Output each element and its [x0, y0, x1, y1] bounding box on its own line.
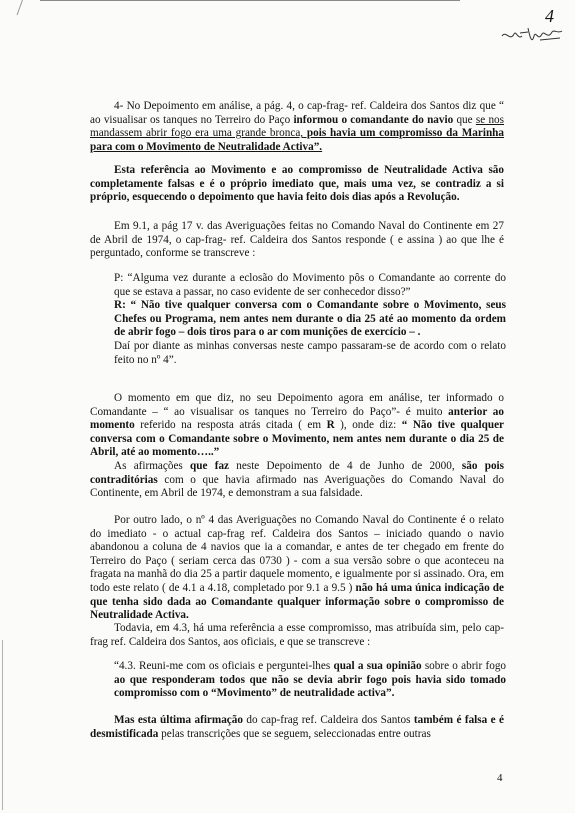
paragraph-contradiction: As afirmações que faz neste Depoimento de 4 de Junho de 2000, são pois contraditórias com o que havia afirmado nas Averiguações do Comando Naval do Continente, em Abril de 1974, e demonstram a sua falsidade.	[90, 460, 504, 500]
quote-continuation: Daí por diante as minhas conversas neste campo passaram-se de acordo com o relato feito no nº 4”.	[114, 339, 506, 366]
transcribed-quote-1	[114, 272, 506, 367]
paragraph-refutation: Esta referência ao Movimento e ao compromisso de Neutralidade Activa são completamente falsas e é o próprio imediato que, mais uma vez, se contradiz a si próprio, esquecendo o depoimento que havia feito dois dias após a Revolução.	[90, 164, 504, 204]
page-number: 4	[497, 772, 503, 784]
quote-answer: R: “ Não tive qualquer conversa com o Comandante sobre o Movimento, seus Chefes ou Programa, nem antes nem durante o dia 25 até ao momento da ordem de abrir fogo – dois tiros para o ar com munições de exercício – .	[114, 299, 506, 339]
page-edge-line	[2, 640, 3, 810]
paragraph-last-claim: Mas esta última afirmação do cap-frag ref. Caldeira dos Santos também é falsa e é desmistificada pelas transcrições que se seguem, seleccionadas entre outras	[90, 714, 505, 740]
paragraph-relato: Por outro lado, o nº 4 das Averiguações no Comando Naval do Continente é o relato do imediato - o actual cap-frag ref. Caldeira dos Santos – iniciado quando o navio abandonou a coluna de 4 navios que ia a comandar, e antes de ter chegado em frente do Terreiro do Paço ( seriam cerca das 0730 ) - com a sua versão sobre o que aconteceu na fragata na manhã do dia 25 a partir daquele momento, e igualmente por si assinado. Ora, em todo este relato ( de 4.1 a 4.18, completado por 9.1 a 9.5 ) não há uma única indicação de que tenha sido dada ao Comandante qualquer informação sobre o compromisso de Neutralidade Activa.	[90, 514, 504, 622]
transcribed-quote-2: “4.3. Reuni-me com os oficiais e perguntei-lhes qual a sua opinião sobre o abrir fogo ao que responderam todos que não se devia abrir fogo pois havia sido tomado compromisso com o “Movimento” de neutralidade activa”.	[114, 660, 507, 700]
handwritten-page-number: 4	[545, 6, 554, 26]
paragraph-moment: O momento em que diz, no seu Depoimento agora em análise, ter informado o Comandante – “ ao visualisar os tanques no Terreiro do Paço”- é muito anterior ao momento referido na resposta atrás citada ( em R ), onde diz: “ Não tive qualquer conversa com o Comandante sobre o Movimento, nem antes nem durante o dia 25 de Abril, até ao momento…..”	[90, 392, 505, 459]
paragraph-averiguacoes: Em 9.1, a pág 17 v. das Averiguações feitas no Comando Naval do Continente em 27 de Abril de 1974, o cap-frag- ref. Caldeira dos Santos responde ( e assina ) ao que lhe é perguntado, conforme se transcreve :	[90, 220, 504, 260]
paragraph-todavia: Todavia, em 4.3, há uma referência a esse compromisso, mas atribuída sim, pelo cap-frag ref. Caldeira dos Santos, aos oficiais, e que se transcreve :	[90, 622, 504, 648]
paragraph-item-4: 4- No Depoimento em análise, a pág. 4, o cap-frag- ref. Caldeira dos Santos diz que “ ao visualisar os tanques no Terreiro do Paço informou o comandante do navio que se nos mandassem abrir fogo era uma grande bronca, pois havia um compromisso da Marinha para com o Movimento de Neutralidade Activa”.	[90, 100, 504, 153]
page-corner-mark	[17, 0, 23, 15]
handwritten-initials-signature	[500, 24, 566, 50]
quote-question: P: “Alguma vez durante a eclosão do Movimento pôs o Comandante ao corrente do que se estava a passar, no caso evidente de ser conhecedor disso?”	[114, 272, 506, 298]
page-edge-line	[40, 0, 460, 1]
